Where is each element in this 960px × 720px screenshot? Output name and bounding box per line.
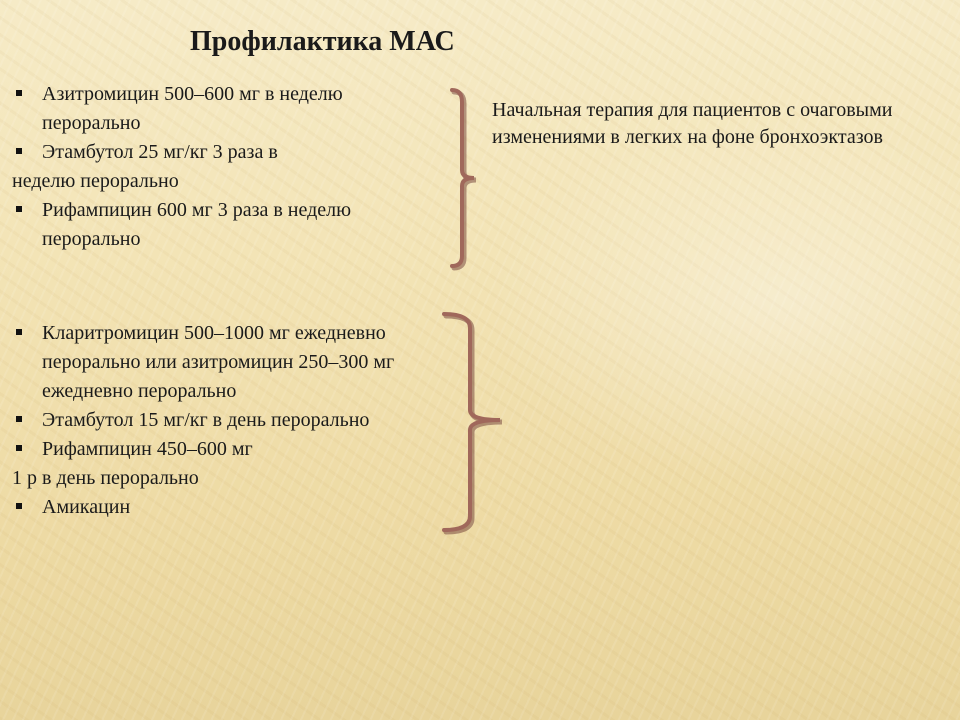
- list-item-continuation: 1 р в день перорально: [12, 467, 199, 489]
- therapy-note-1: Начальная терапия для пациентов с очаговыми изменениями в легких на фоне бронхоэктазов: [492, 99, 893, 148]
- list-item: Этамбутол 15 мг/кг в день перорально: [12, 406, 482, 435]
- list-item: Рифампицин 600 мг 3 раза в неделю перорально: [12, 196, 432, 254]
- list-item: Кларитромицин 500–1000 мг ежедневно перорально или азитромицин 250–300 мг ежедневно перорально: [12, 319, 482, 406]
- list-item: Азитромицин 500–600 мг в неделю перорально: [12, 80, 432, 138]
- right-brace-2: [444, 314, 502, 532]
- list-item-continuation: неделю перорально: [12, 170, 179, 192]
- slide-title: Профилактика МАС: [190, 26, 455, 57]
- list-item: Этамбутол 25 мг/кг 3 раза в: [12, 138, 432, 167]
- list-item: Амикацин: [12, 493, 482, 522]
- right-brace-1: [452, 90, 476, 268]
- list-item: Рифампицин 450–600 мг: [12, 435, 482, 464]
